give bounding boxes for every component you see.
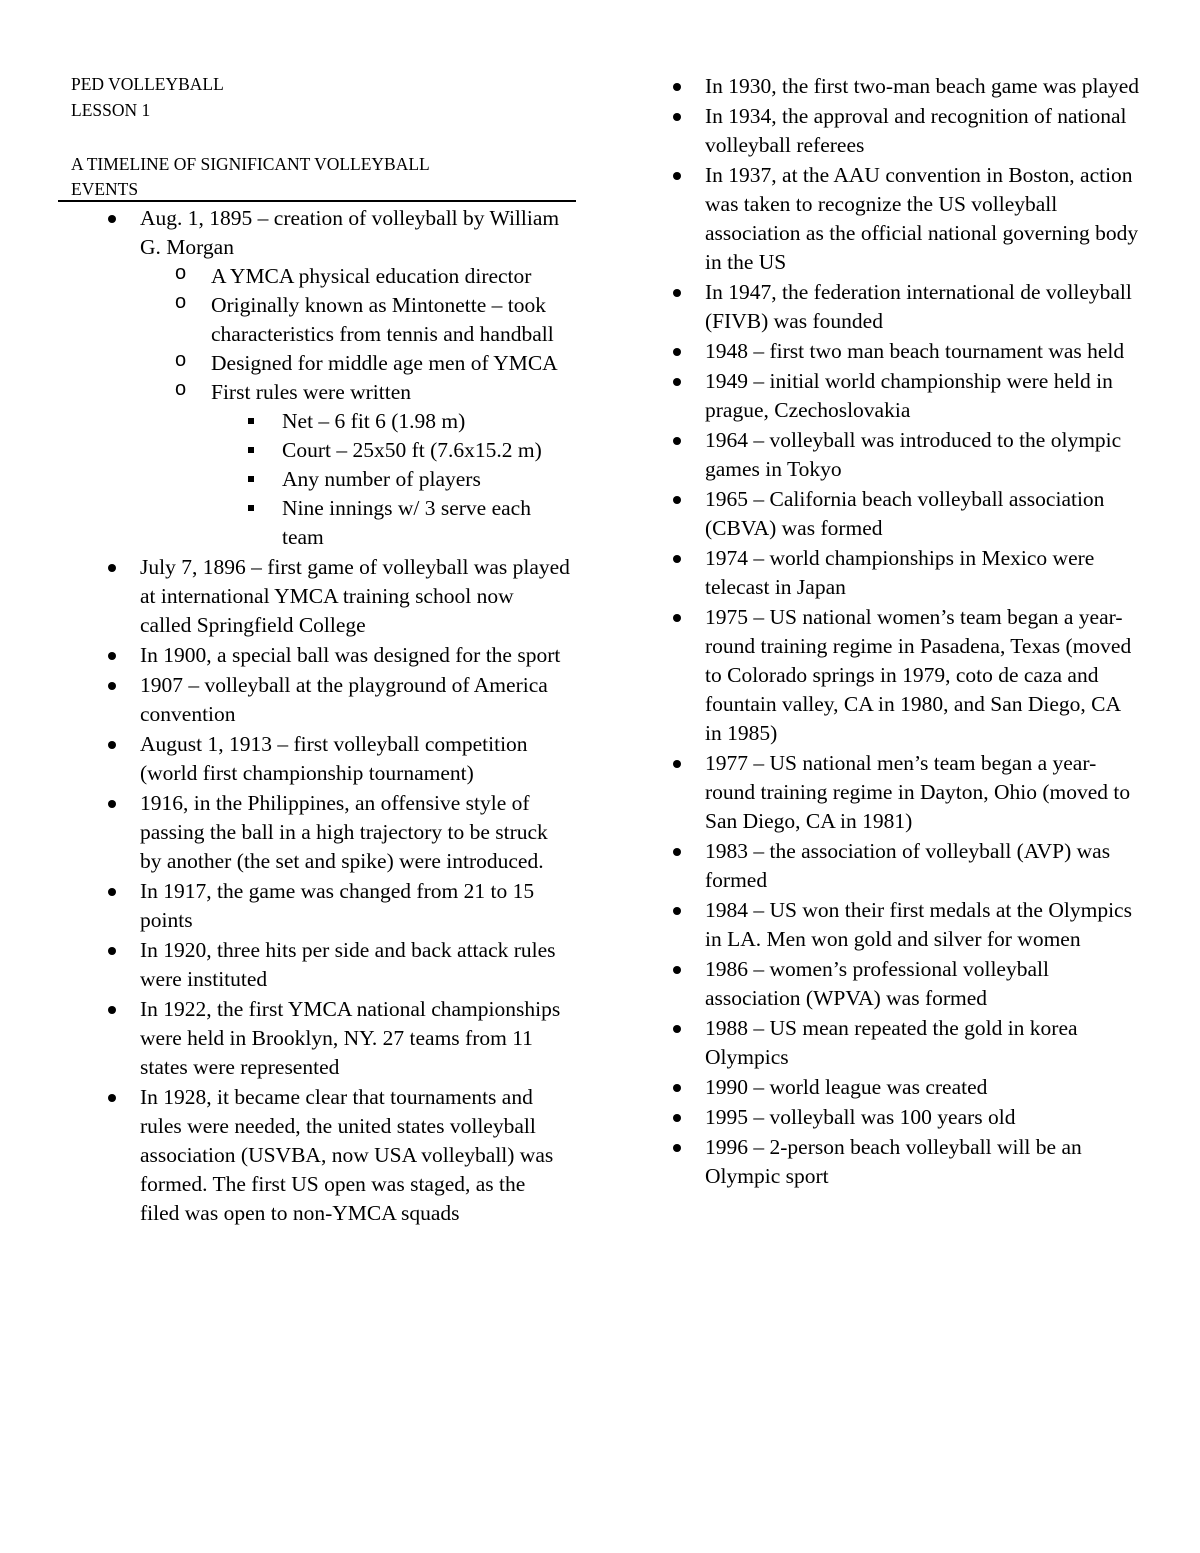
sub-item-text: First rules were written — [211, 380, 412, 404]
timeline-item: 1949 – initial world championship were held in prague, Czechoslovakia — [705, 367, 1140, 425]
rule-item: Any number of players — [282, 465, 570, 494]
timeline-item: In 1917, the game was changed from 21 to 15 points — [140, 877, 570, 935]
timeline-item: 1995 – volleyball was 100 years old — [705, 1103, 1140, 1132]
rule-item: Nine innings w/ 3 serve each team — [282, 494, 570, 552]
timeline-item: In 1947, the federation international de volleyball (FIVB) was founded — [705, 278, 1140, 336]
timeline-item: In 1920, three hits per side and back attack rules were instituted — [140, 936, 570, 994]
sub-item: o A YMCA physical education director — [211, 262, 570, 291]
timeline-list-left — [140, 204, 570, 1229]
timeline-item: 1916, in the Philippines, an offensive style of passing the ball in a high trajectory to be struck by another (the set and spike) were introduced. — [140, 789, 570, 876]
timeline-list-right — [705, 72, 1140, 1192]
course-title: PED VOLLEYBALL — [71, 74, 224, 94]
timeline-item: August 1, 1913 – first volleyball competition (world first championship tournament) — [140, 730, 570, 788]
sub-item: o Originally known as Mintonette – took characteristics from tennis and handball — [211, 291, 570, 349]
timeline-item: In 1930, the first two-man beach game was played — [705, 72, 1140, 101]
lesson-number: LESSON 1 — [71, 100, 151, 120]
timeline-item: 1983 – the association of volleyball (AVP) was formed — [705, 837, 1140, 895]
rule-item: Court – 25x50 ft (7.6x15.2 m) — [282, 436, 570, 465]
timeline-item: In 1900, a special ball was designed for the sport — [140, 641, 570, 670]
sub-list — [140, 262, 570, 552]
timeline-item: In 1928, it became clear that tournaments and rules were needed, the united states volleyball association (USVBA, now USA volleyball) was formed. The first US open was staged, as the filed was open to non-YMCA squads — [140, 1083, 570, 1228]
timeline-item: 1996 – 2-person beach volleyball will be an Olympic sport — [705, 1133, 1140, 1191]
timeline-item: 1984 – US won their first medals at the Olympics in LA. Men won gold and silver for women — [705, 896, 1140, 954]
timeline-item: 1990 – world league was created — [705, 1073, 1140, 1102]
timeline-item-text: Aug. 1, 1895 – creation of volleyball by William G. Morgan — [140, 206, 560, 259]
timeline-item: 1907 – volleyball at the playground of America convention — [140, 671, 570, 729]
timeline-item: 1974 – world championships in Mexico were telecast in Japan — [705, 544, 1140, 602]
timeline-item: 1977 – US national men’s team began a year-round training regime in Dayton, Ohio (moved to San Diego, CA in 1981) — [705, 749, 1140, 836]
sub-item — [211, 378, 570, 552]
title-underline — [58, 200, 576, 202]
timeline-item: In 1937, at the AAU convention in Boston, action was taken to recognize the US volleyball association as the official national governing body in the US — [705, 161, 1140, 277]
timeline-item: 1986 – women’s professional volleyball association (WPVA) was formed — [705, 955, 1140, 1013]
rule-item: Net – 6 fit 6 (1.98 m) — [282, 407, 570, 436]
timeline-item: In 1934, the approval and recognition of national volleyball referees — [705, 102, 1140, 160]
rules-list — [211, 407, 570, 552]
timeline-item: 1965 – California beach volleyball association (CBVA) was formed — [705, 485, 1140, 543]
timeline-item: 1975 – US national women’s team began a year-round training regime in Pasadena, Texas (moved to Colorado springs in 1979, coto de caza and fountain valley, CA in 1980, and San Diego, CA in 1985) — [705, 603, 1140, 748]
section-title-line2: EVENTS — [71, 179, 139, 199]
sub-item: o Designed for middle age men of YMCA — [211, 349, 570, 378]
timeline-item: In 1922, the first YMCA national championships were held in Brooklyn, NY. 27 teams from 11 states were represented — [140, 995, 570, 1082]
timeline-item: 1988 – US mean repeated the gold in korea Olympics — [705, 1014, 1140, 1072]
timeline-item — [140, 204, 570, 552]
section-title-line1: A TIMELINE OF SIGNIFICANT VOLLEYBALL — [71, 154, 430, 174]
timeline-item: 1964 – volleyball was introduced to the olympic games in Tokyo — [705, 426, 1140, 484]
timeline-item: 1948 – first two man beach tournament was held — [705, 337, 1140, 366]
timeline-item: July 7, 1896 – first game of volleyball was played at international YMCA training school now called Springfield College — [140, 553, 570, 640]
